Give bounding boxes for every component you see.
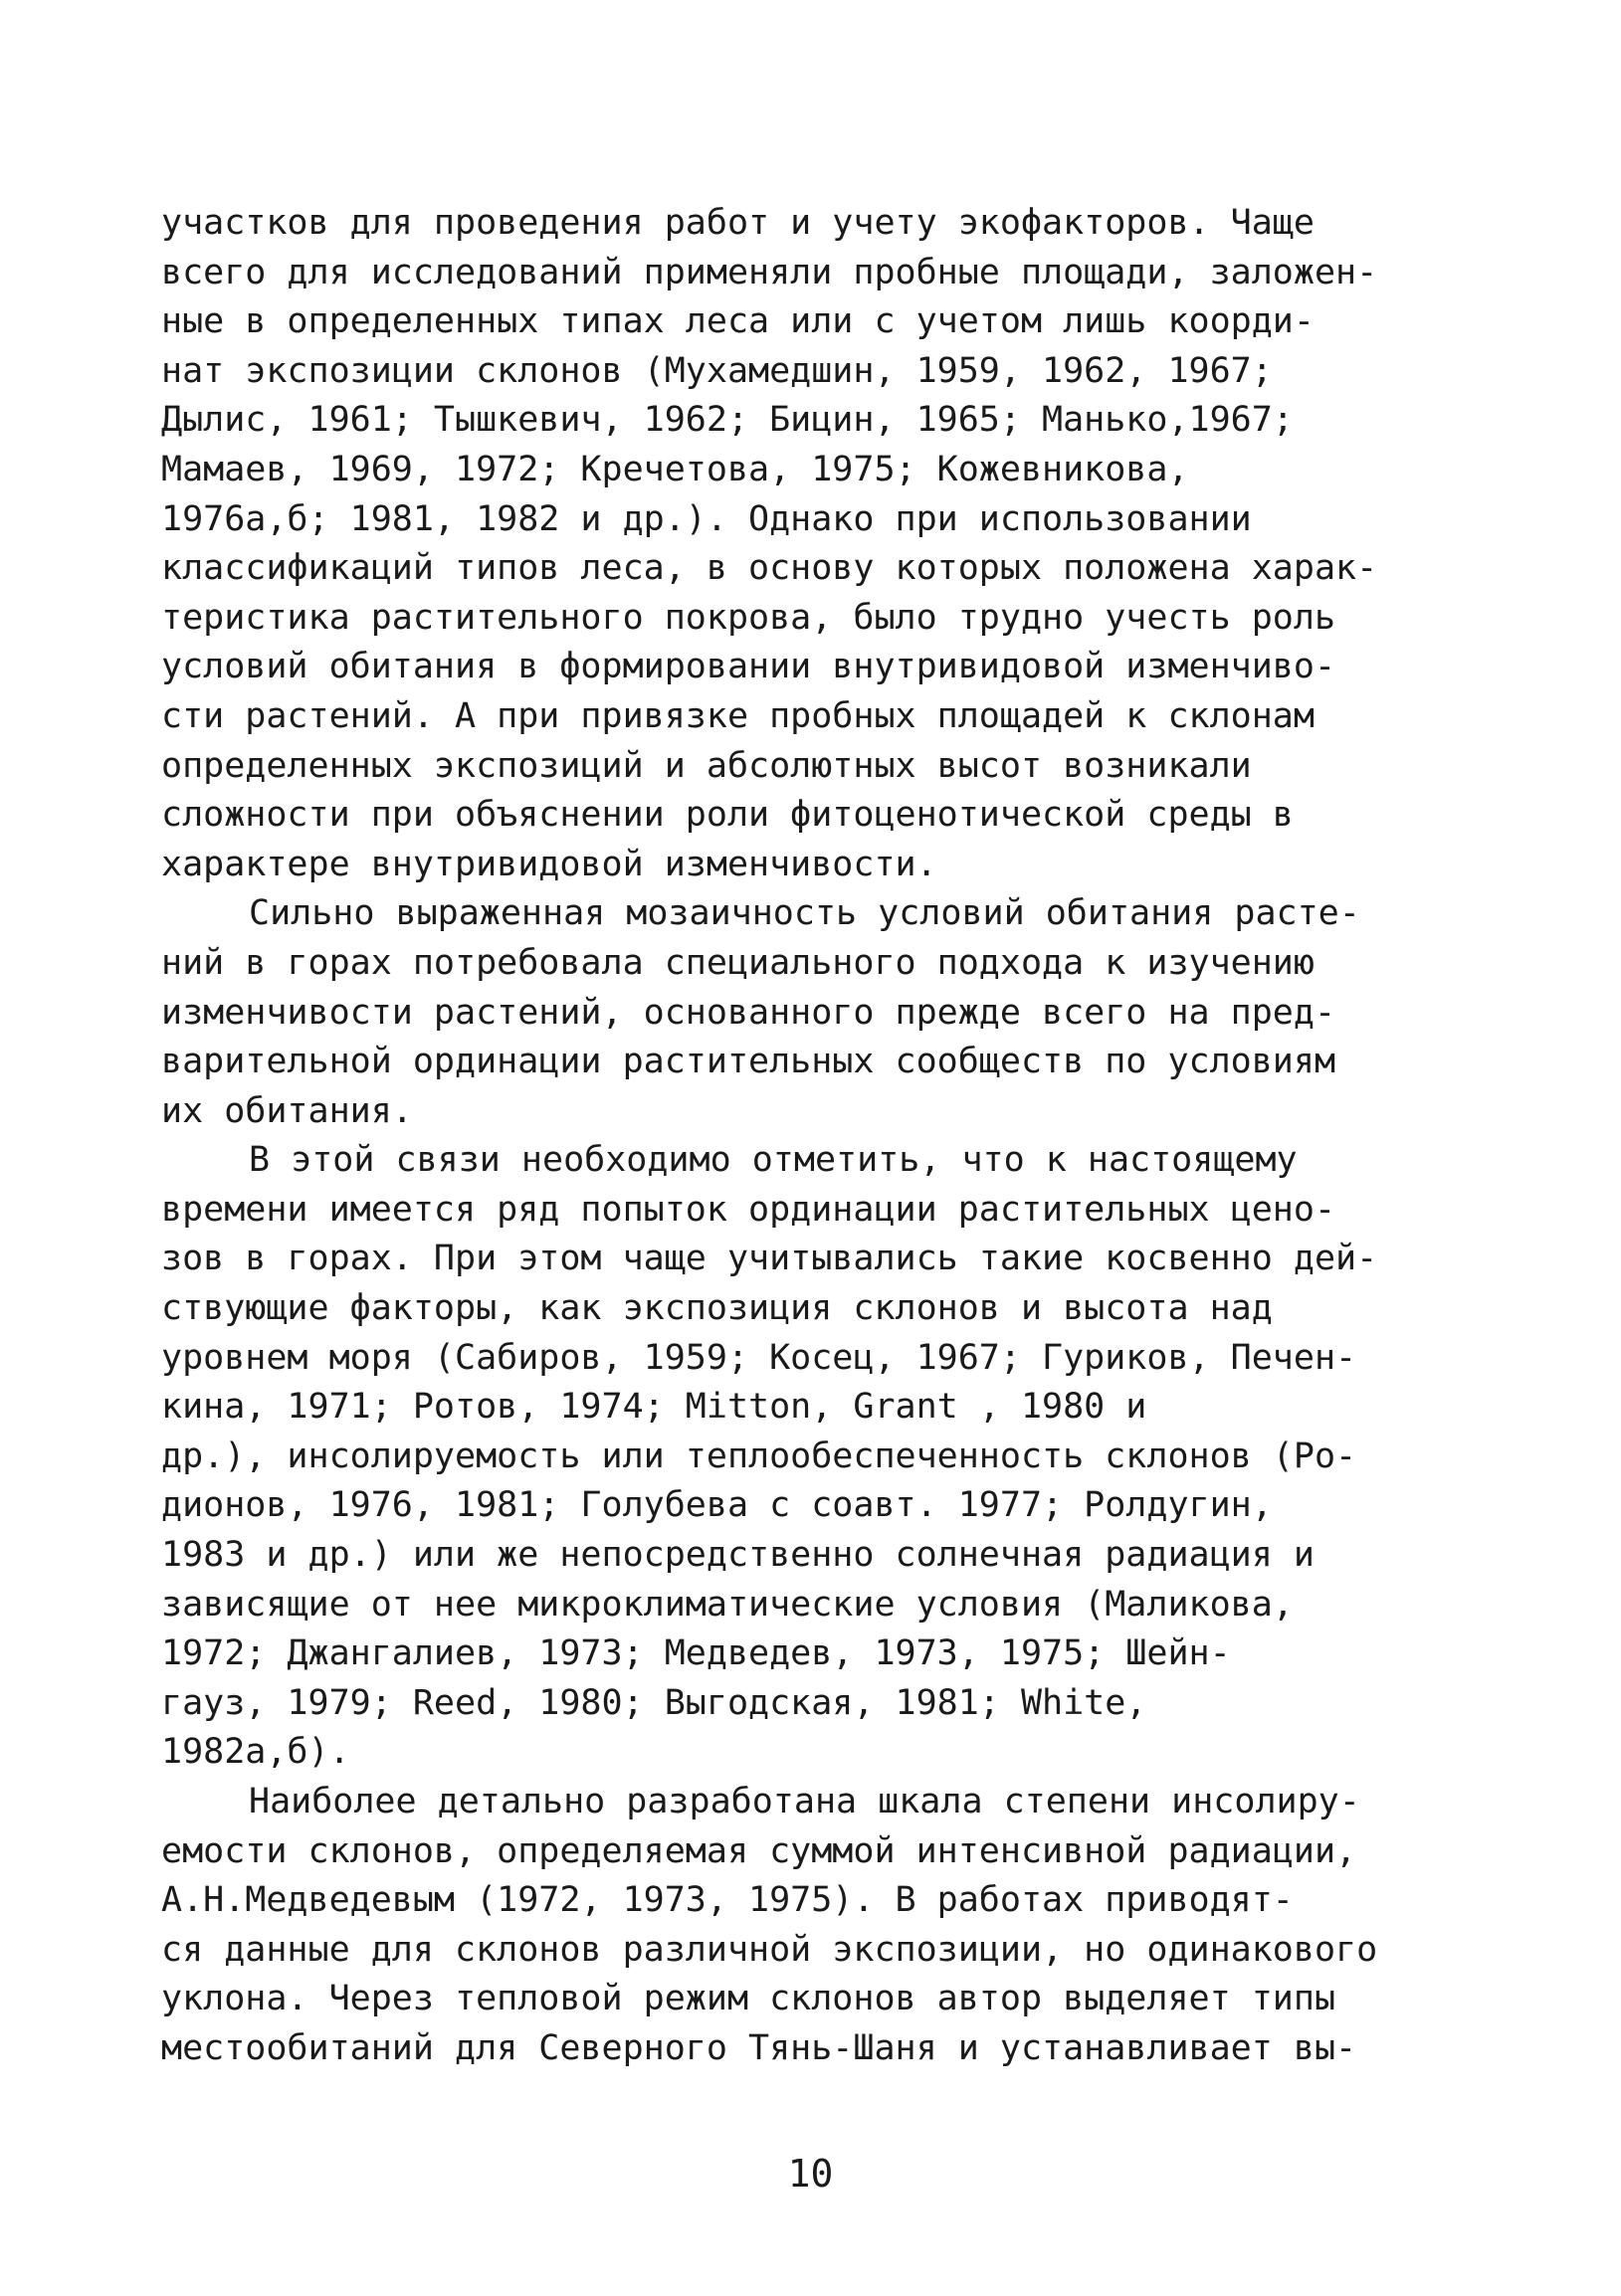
- text-line: ствующие факторы, как экспозиция склонов и высота над: [161, 1288, 1273, 1329]
- text-line: емости склонов, определяемая суммой интенсивной радиации,: [161, 1830, 1357, 1871]
- body-text: [161, 199, 1515, 2074]
- text-line: 1972; Джангалиев, 1973; Медведев, 1973, 1975; Шейн-: [161, 1633, 1231, 1674]
- paragraph-4: [161, 1778, 1515, 2074]
- text-line: сти растений. А при привязке пробных площадей к склонам: [161, 695, 1315, 736]
- text-line: ные в определенных типах леса или с учетом лишь коорди-: [161, 301, 1315, 342]
- text-line: уровнем моря (Сабиров, 1959; Косец, 1967; Гуриков, Печен-: [161, 1337, 1357, 1378]
- text-line: всего для исследований применяли пробные площади, заложен-: [161, 252, 1378, 292]
- text-line: гауз, 1979; Reed, 1980; Выгодская, 1981; White,: [161, 1682, 1147, 1723]
- text-line: Сильно выраженная мозаичность условий обитания расте-: [249, 893, 1360, 934]
- text-line: дионов, 1976, 1981; Голубева с соавт. 1977; Ролдугин,: [161, 1485, 1273, 1526]
- paragraph-2: [161, 889, 1515, 1136]
- text-line: ся данные для склонов различной экспозиции, но одинакового: [161, 1929, 1378, 1970]
- text-line: нат экспозиции склонов (Мухамедшин, 1959, 1962, 1967;: [161, 350, 1273, 391]
- text-line: др.), инсолируемость или теплообеспеченность склонов (Ро-: [161, 1435, 1357, 1476]
- text-line: 1982а,б).: [161, 1732, 350, 1773]
- text-line: зависящие от нее микроклиматические условия (Маликова,: [161, 1584, 1294, 1625]
- text-line: теристика растительного покрова, было трудно учесть роль: [161, 597, 1336, 638]
- text-line: их обитания.: [161, 1090, 413, 1131]
- text-line: 1983 и др.) или же непосредственно солнечная радиация и: [161, 1535, 1315, 1576]
- text-line: В этой связи необходимо отметить, что к настоящему: [249, 1140, 1298, 1181]
- text-line: местообитаний для Северного Тянь-Шаня и устанавливает вы-: [161, 2027, 1357, 2068]
- text-line: Наиболее детально разработана шкала степени инсолиру-: [249, 1782, 1360, 1821]
- text-line: сложности при объяснении роли фитоценотической среды в: [161, 795, 1294, 836]
- text-line: классификаций типов леса, в основу которых положена харак-: [161, 548, 1378, 589]
- text-line: 1976а,б; 1981, 1982 и др.). Однако при использовании: [161, 498, 1252, 539]
- text-line: уклона. Через тепловой режим склонов автор выделяет типы: [161, 1979, 1336, 2019]
- text-line: изменчивости растений, основанного прежде всего на пред-: [161, 992, 1336, 1033]
- text-line: А.Н.Медведевым (1972, 1973, 1975). В работах приводят-: [161, 1880, 1294, 1921]
- text-line: Мамаев, 1969, 1972; Кречетова, 1975; Кожевникова,: [161, 449, 1189, 489]
- text-line: Дылис, 1961; Тышкевич, 1962; Бицин, 1965; Манько,1967;: [161, 400, 1294, 441]
- paragraph-1: [161, 199, 1515, 889]
- text-line: ний в горах потребовала специального подхода к изучению: [161, 942, 1315, 983]
- paragraph-3: [161, 1136, 1515, 1778]
- text-line: участков для проведения работ и учету экофакторов. Чаще: [161, 203, 1315, 243]
- text-line: условий обитания в формировании внутривидовой изменчиво-: [161, 647, 1336, 687]
- text-line: зов в горах. При этом чаще учитывались такие косвенно дей-: [161, 1239, 1378, 1279]
- text-line: кина, 1971; Ротов, 1974; Mitton, Grant , 1980 и: [161, 1387, 1147, 1428]
- text-line: характере внутривидовой изменчивости.: [161, 844, 937, 884]
- text-line: варительной ординации растительных сообществ по условиям: [161, 1042, 1336, 1082]
- text-line: определенных экспозиций и абсолютных высот возникали: [161, 745, 1252, 786]
- text-line: времени имеется ряд попыток ординации растительных цено-: [161, 1189, 1336, 1230]
- page-number: 10: [787, 2152, 834, 2196]
